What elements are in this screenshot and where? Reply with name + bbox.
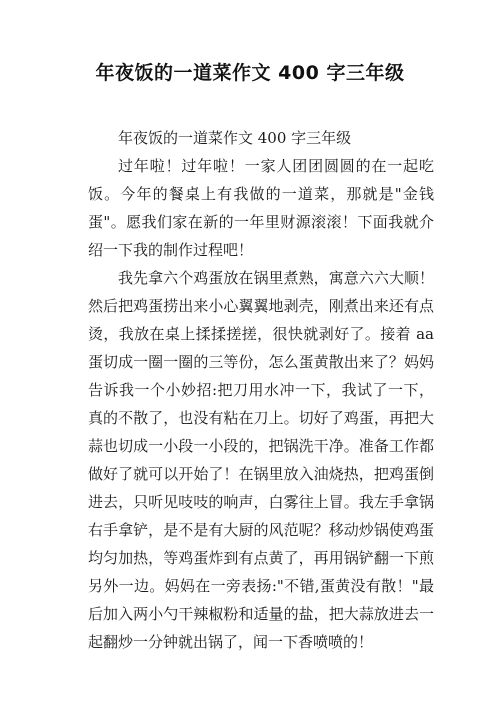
- paragraph-intro: 过年啦！过年啦！一家人团团圆圆的在一起吃饭。今年的餐桌上有我做的一道菜，那就是"金钱蛋"。愿我们家在新的一年里财源滚滚！下面我就介绍一下我的制作过程吧！: [88, 157, 434, 259]
- document-subtitle: 年夜饭的一道菜作文 400 字三年级: [118, 129, 352, 147]
- paragraph-process: 我先拿六个鸡蛋放在锅里煮熟，寓意六六大顺！然后把鸡蛋捞出来小心翼翼地剥壳，刚煮出来还有点烫，我放在桌上揉揉搓搓，很快就剥好了。接着 aa 蛋切成一圈一圈的三等份，怎么蛋黄散出来了？妈妈告诉我一个小妙招:把刀用水冲一下，我试了一下，真的不散了，也没有粘在刀上。切好了鸡蛋，再把大蒜也切成一小段一小段的，把锅洗干净。准备工作都做好了就可以开始了！在锅里放入油烧热，把鸡蛋倒进去，只听见吱吱的响声，白雾往上冒。我左手拿锅右手拿铲，是不是有大厨的风范呢？移动炒锅使鸡蛋均匀加热，等鸡蛋炸到有点黄了，再用锅铲翻一下煎另外一边。妈妈在一旁表扬:"不错,蛋黄没有散！"最后加入两小勺干辣椒粉和适量的盐，把大蒜放进去一起翻炒一分钟就出锅了，闻一下香喷喷的！: [88, 269, 434, 651]
- document-body: [88, 124, 434, 656]
- document-title: 年夜饭的一道菜作文 400 字三年级: [95, 62, 405, 84]
